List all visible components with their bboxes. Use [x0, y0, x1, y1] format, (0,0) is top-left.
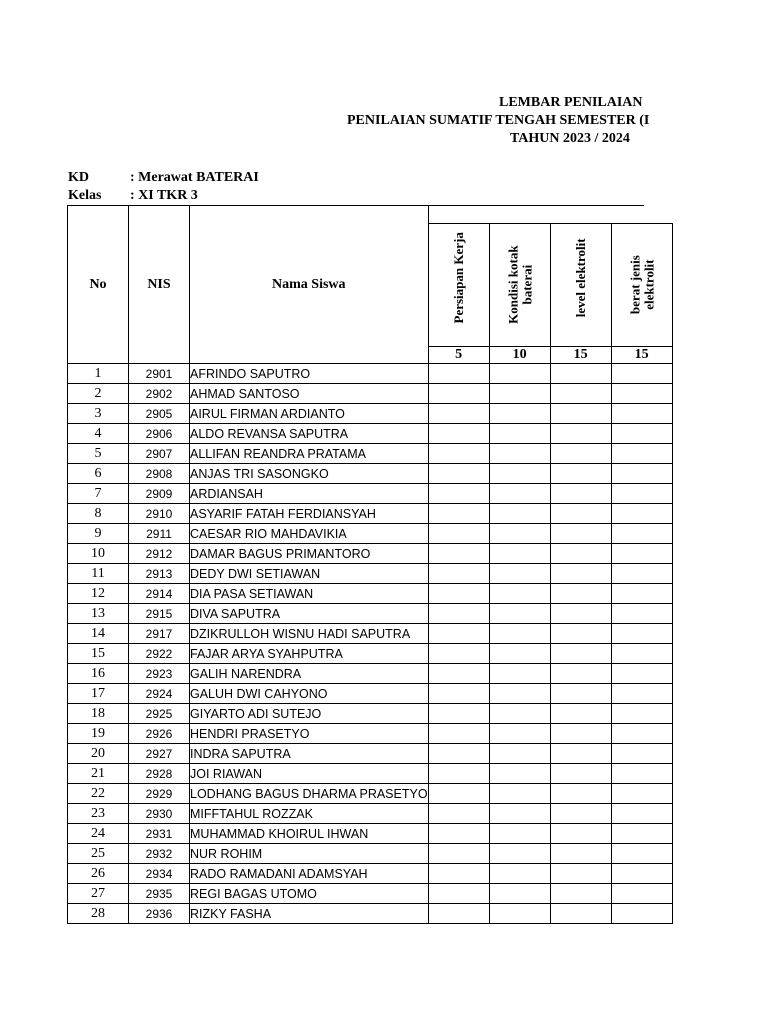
score-cell[interactable] — [428, 884, 489, 904]
score-cell[interactable] — [489, 864, 550, 884]
table-row — [68, 584, 673, 604]
row-nama: HENDRI PRASETYO — [190, 724, 429, 744]
score-cell[interactable] — [489, 444, 550, 464]
row-nama: CAESAR RIO MAHDAVIKIA — [190, 524, 429, 544]
header-nis: NIS — [129, 206, 190, 364]
student-table — [67, 205, 673, 924]
row-no: 26 — [68, 864, 129, 884]
score-cell[interactable] — [489, 804, 550, 824]
row-nis: 2914 — [129, 584, 190, 604]
score-cell[interactable] — [611, 524, 672, 544]
score-cell[interactable] — [428, 724, 489, 744]
score-cell[interactable] — [550, 664, 611, 684]
row-nis: 2935 — [129, 884, 190, 904]
score-cell[interactable] — [489, 844, 550, 864]
row-nis: 2928 — [129, 764, 190, 784]
score-cell[interactable] — [428, 764, 489, 784]
score-cell[interactable] — [489, 784, 550, 804]
score-cell[interactable] — [550, 444, 611, 464]
row-nama: DAMAR BAGUS PRIMANTORO — [190, 544, 429, 564]
score-cell[interactable] — [550, 544, 611, 564]
score-cell[interactable] — [611, 884, 672, 904]
table-row — [68, 704, 673, 724]
row-nis: 2929 — [129, 784, 190, 804]
score-cell[interactable] — [611, 764, 672, 784]
table-row — [68, 564, 673, 584]
score-cell[interactable] — [489, 484, 550, 504]
row-nis: 2910 — [129, 504, 190, 524]
criterion-label: Kondisi kotak baterai — [504, 245, 534, 324]
row-nis: 2923 — [129, 664, 190, 684]
row-nama: AHMAD SANTOSO — [190, 384, 429, 404]
row-nama: MUHAMMAD KHOIRUL IHWAN — [190, 824, 429, 844]
table-row — [68, 424, 673, 444]
kelas-label: Kelas — [68, 188, 102, 203]
table-row — [68, 364, 673, 384]
row-nis: 2912 — [129, 544, 190, 564]
row-nama: DIVA SAPUTRA — [190, 604, 429, 624]
row-no: 11 — [68, 564, 129, 584]
score-cell[interactable] — [611, 664, 672, 684]
row-nama: NUR ROHIM — [190, 844, 429, 864]
score-cell[interactable] — [611, 544, 672, 564]
row-no: 20 — [68, 744, 129, 764]
score-cell[interactable] — [611, 624, 672, 644]
row-nis: 2907 — [129, 444, 190, 464]
table-row — [68, 664, 673, 684]
row-nama: ASYARIF FATAH FERDIANSYAH — [190, 504, 429, 524]
row-nama: GIYARTO ADI SUTEJO — [190, 704, 429, 724]
row-no: 18 — [68, 704, 129, 724]
score-cell[interactable] — [428, 684, 489, 704]
score-cell[interactable] — [611, 724, 672, 744]
table-row — [68, 904, 673, 924]
score-cell[interactable] — [489, 904, 550, 924]
score-cell[interactable] — [489, 524, 550, 544]
score-cell[interactable] — [611, 584, 672, 604]
score-cell[interactable] — [550, 404, 611, 424]
score-cell[interactable] — [550, 644, 611, 664]
score-cell[interactable] — [550, 584, 611, 604]
score-cell[interactable] — [611, 804, 672, 824]
row-nama: ALDO REVANSA SAPUTRA — [190, 424, 429, 444]
score-cell[interactable] — [611, 844, 672, 864]
row-nis: 2932 — [129, 844, 190, 864]
sheet-year: TAHUN 2023 / 2024 — [510, 131, 630, 146]
row-nama: MIFFTAHUL ROZZAK — [190, 804, 429, 824]
score-cell[interactable] — [550, 604, 611, 624]
row-nama: ALLIFAN REANDRA PRATAMA — [190, 444, 429, 464]
score-cell[interactable] — [489, 664, 550, 684]
score-cell[interactable] — [428, 444, 489, 464]
score-cell[interactable] — [489, 464, 550, 484]
table-row — [68, 764, 673, 784]
row-no: 16 — [68, 664, 129, 684]
table-row — [68, 804, 673, 824]
row-no: 19 — [68, 724, 129, 744]
table-row — [68, 624, 673, 644]
score-cell[interactable] — [428, 424, 489, 444]
table-row — [68, 724, 673, 744]
row-no: 8 — [68, 504, 129, 524]
table-row — [68, 484, 673, 504]
row-no: 1 — [68, 364, 129, 384]
score-cell[interactable] — [550, 684, 611, 704]
row-nama: RADO RAMADANI ADAMSYAH — [190, 864, 429, 884]
row-nama: INDRA SAPUTRA — [190, 744, 429, 764]
row-nis: 2902 — [129, 384, 190, 404]
row-nis: 2927 — [129, 744, 190, 764]
score-cell[interactable] — [489, 744, 550, 764]
header-no: No — [68, 206, 129, 364]
score-cell[interactable] — [428, 844, 489, 864]
score-cell[interactable] — [550, 884, 611, 904]
row-no: 14 — [68, 624, 129, 644]
row-no: 22 — [68, 784, 129, 804]
score-cell[interactable] — [489, 404, 550, 424]
sheet-title: LEMBAR PENILAIAN — [499, 95, 643, 110]
row-no: 28 — [68, 904, 129, 924]
criterion-max-score: 15 — [550, 347, 611, 364]
criterion-max-score: 5 — [428, 347, 489, 364]
kd-label: KD — [68, 170, 89, 185]
row-nis: 2901 — [129, 364, 190, 384]
score-cell[interactable] — [428, 784, 489, 804]
score-cell[interactable] — [489, 884, 550, 904]
sheet-subtitle: PENILAIAN SUMATIF TENGAH SEMESTER (I — [347, 113, 650, 128]
row-no: 25 — [68, 844, 129, 864]
score-cell[interactable] — [550, 724, 611, 744]
header-criterion — [550, 224, 611, 347]
score-cell[interactable] — [428, 904, 489, 924]
table-row — [68, 404, 673, 424]
table-row — [68, 384, 673, 404]
score-cell[interactable] — [489, 384, 550, 404]
score-cell[interactable] — [550, 864, 611, 884]
score-cell[interactable] — [489, 564, 550, 584]
score-cell[interactable] — [550, 564, 611, 584]
score-cell[interactable] — [550, 764, 611, 784]
score-cell[interactable] — [611, 744, 672, 764]
score-cell[interactable] — [550, 424, 611, 444]
score-cell[interactable] — [550, 904, 611, 924]
row-nis: 2922 — [129, 644, 190, 664]
score-cell[interactable] — [489, 724, 550, 744]
row-no: 9 — [68, 524, 129, 544]
score-cell[interactable] — [428, 404, 489, 424]
table-row — [68, 864, 673, 884]
row-no: 4 — [68, 424, 129, 444]
score-cell[interactable] — [550, 824, 611, 844]
score-cell[interactable] — [611, 604, 672, 624]
row-nama: AFRINDO SAPUTRO — [190, 364, 429, 384]
row-no: 12 — [68, 584, 129, 604]
score-cell[interactable] — [428, 744, 489, 764]
score-cell[interactable] — [611, 464, 672, 484]
score-cell[interactable] — [489, 504, 550, 524]
kd-value: : Merawat BATERAI — [130, 170, 259, 185]
score-cell[interactable] — [489, 584, 550, 604]
score-cell[interactable] — [428, 464, 489, 484]
table-row — [68, 464, 673, 484]
score-cell[interactable] — [489, 684, 550, 704]
score-cell[interactable] — [489, 364, 550, 384]
score-cell[interactable] — [428, 584, 489, 604]
row-nis: 2909 — [129, 484, 190, 504]
row-nis: 2911 — [129, 524, 190, 544]
criterion-label: level elektrolit — [572, 238, 588, 318]
row-no: 24 — [68, 824, 129, 844]
table-row — [68, 844, 673, 864]
row-nis: 2917 — [129, 624, 190, 644]
score-cell[interactable] — [489, 644, 550, 664]
score-cell[interactable] — [428, 524, 489, 544]
score-cell[interactable] — [428, 564, 489, 584]
row-no: 6 — [68, 464, 129, 484]
score-cell[interactable] — [611, 404, 672, 424]
row-nama: DIA PASA SETIAWAN — [190, 584, 429, 604]
score-cell[interactable] — [489, 704, 550, 724]
score-cell[interactable] — [611, 504, 672, 524]
table-row — [68, 784, 673, 804]
row-nama: FAJAR ARYA SYAHPUTRA — [190, 644, 429, 664]
row-no: 21 — [68, 764, 129, 784]
row-nis: 2931 — [129, 824, 190, 844]
score-cell[interactable] — [489, 824, 550, 844]
row-no: 15 — [68, 644, 129, 664]
score-cell[interactable] — [428, 544, 489, 564]
score-cell[interactable] — [611, 644, 672, 664]
score-cell[interactable] — [550, 624, 611, 644]
score-cell[interactable] — [550, 504, 611, 524]
score-cell[interactable] — [489, 424, 550, 444]
score-cell[interactable] — [428, 364, 489, 384]
table-row — [68, 644, 673, 664]
row-nama: REGI BAGAS UTOMO — [190, 884, 429, 904]
score-cell[interactable] — [611, 424, 672, 444]
score-cell[interactable] — [611, 444, 672, 464]
score-cell[interactable] — [428, 504, 489, 524]
row-no: 17 — [68, 684, 129, 704]
score-cell[interactable] — [550, 464, 611, 484]
header-nama: Nama Siswa — [190, 206, 429, 364]
row-nis: 2934 — [129, 864, 190, 884]
table-row — [68, 444, 673, 464]
row-nama: GALUH DWI CAHYONO — [190, 684, 429, 704]
row-nis: 2936 — [129, 904, 190, 924]
row-no: 2 — [68, 384, 129, 404]
score-cell[interactable] — [611, 684, 672, 704]
row-no: 5 — [68, 444, 129, 464]
row-nama: JOI RIAWAN — [190, 764, 429, 784]
score-cell[interactable] — [611, 904, 672, 924]
score-cell[interactable] — [611, 824, 672, 844]
table-row — [68, 744, 673, 764]
row-nis: 2905 — [129, 404, 190, 424]
row-nama: LODHANG BAGUS DHARMA PRASETYO — [190, 784, 429, 804]
table-row — [68, 524, 673, 544]
table-row — [68, 824, 673, 844]
score-cell[interactable] — [428, 704, 489, 724]
row-nis: 2913 — [129, 564, 190, 584]
table-row — [68, 544, 673, 564]
row-nama: RIZKY FASHA — [190, 904, 429, 924]
score-cell[interactable] — [428, 604, 489, 624]
row-nama: GALIH NARENDRA — [190, 664, 429, 684]
row-nis: 2906 — [129, 424, 190, 444]
row-no: 23 — [68, 804, 129, 824]
score-cell[interactable] — [428, 484, 489, 504]
row-nis: 2915 — [129, 604, 190, 624]
row-no: 10 — [68, 544, 129, 564]
row-nis: 2930 — [129, 804, 190, 824]
table-row — [68, 684, 673, 704]
row-no: 7 — [68, 484, 129, 504]
score-cell[interactable] — [489, 604, 550, 624]
header-criterion — [489, 224, 550, 347]
score-cell[interactable] — [550, 844, 611, 864]
score-cell[interactable] — [428, 864, 489, 884]
header-criterion — [428, 224, 489, 347]
header-criterion — [611, 224, 672, 347]
score-cell[interactable] — [611, 384, 672, 404]
row-nis: 2908 — [129, 464, 190, 484]
row-no: 13 — [68, 604, 129, 624]
row-nama: ARDIANSAH — [190, 484, 429, 504]
score-cell[interactable] — [550, 384, 611, 404]
row-nama: DZIKRULLOH WISNU HADI SAPUTRA — [190, 624, 429, 644]
score-cell[interactable] — [428, 804, 489, 824]
criterion-max-score: 10 — [489, 347, 550, 364]
table-row — [68, 884, 673, 904]
row-nama: AIRUL FIRMAN ARDIANTO — [190, 404, 429, 424]
score-cell[interactable] — [428, 624, 489, 644]
score-cell[interactable] — [428, 664, 489, 684]
score-cell[interactable] — [611, 564, 672, 584]
score-cell[interactable] — [611, 484, 672, 504]
criterion-label: Persiapan Kerja — [450, 232, 466, 324]
score-cell[interactable] — [550, 704, 611, 724]
score-cell[interactable] — [611, 704, 672, 724]
row-no: 3 — [68, 404, 129, 424]
row-nis: 2924 — [129, 684, 190, 704]
row-nis: 2925 — [129, 704, 190, 724]
score-cell[interactable] — [489, 544, 550, 564]
score-cell[interactable] — [550, 364, 611, 384]
score-cell[interactable] — [550, 524, 611, 544]
criterion-label: berat jenis elektrolit — [626, 255, 656, 315]
score-cell[interactable] — [428, 644, 489, 664]
row-no: 27 — [68, 884, 129, 904]
score-cell[interactable] — [550, 744, 611, 764]
row-nama: DEDY DWI SETIAWAN — [190, 564, 429, 584]
row-nis: 2926 — [129, 724, 190, 744]
score-cell[interactable] — [550, 784, 611, 804]
score-cell[interactable] — [428, 824, 489, 844]
score-cell[interactable] — [550, 484, 611, 504]
score-cell[interactable] — [611, 364, 672, 384]
table-row — [68, 604, 673, 624]
row-nama: ANJAS TRI SASONGKO — [190, 464, 429, 484]
table-row — [68, 504, 673, 524]
score-cell[interactable] — [550, 804, 611, 824]
score-cell[interactable] — [428, 384, 489, 404]
criterion-max-score: 15 — [611, 347, 672, 364]
score-cell[interactable] — [611, 784, 672, 804]
score-cell[interactable] — [611, 864, 672, 884]
score-cell[interactable] — [489, 624, 550, 644]
score-cell[interactable] — [489, 764, 550, 784]
kelas-value: : XI TKR 3 — [130, 188, 198, 203]
